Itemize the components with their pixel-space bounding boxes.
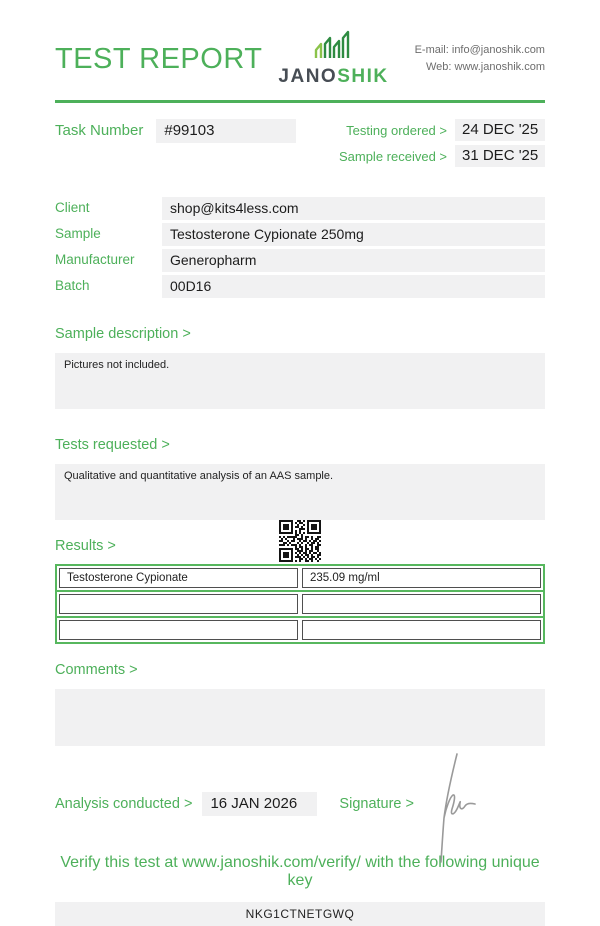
- info-row-client: [55, 197, 545, 220]
- result-value: [302, 620, 541, 640]
- email-value: info@janoshik.com: [451, 43, 545, 56]
- results-section: [55, 538, 545, 644]
- sample-received-row: [335, 145, 545, 167]
- signature-group: [339, 796, 490, 813]
- comments-heading: Comments >: [55, 662, 138, 678]
- info-row-batch: [55, 275, 545, 298]
- testing-ordered-label: Testing ordered >: [346, 122, 447, 138]
- web-label: Web:: [425, 61, 452, 73]
- email-label: E-mail:: [414, 43, 449, 56]
- table-row: [57, 566, 543, 592]
- contact-web-line: [415, 59, 545, 76]
- client-value: shop@kits4less.com: [162, 197, 545, 220]
- sample-description-heading: Sample description >: [55, 326, 191, 342]
- sample-value: Testosterone Cypionate 250mg: [162, 223, 545, 246]
- result-substance: Testosterone Cypionate: [59, 568, 298, 588]
- sample-received-value: 31 DEC '25: [455, 145, 545, 167]
- info-row-sample: [55, 223, 545, 246]
- result-value: 235.09 mg/ml: [302, 568, 541, 588]
- task-block: [55, 119, 545, 167]
- manufacturer-value: Generopharm: [162, 249, 545, 272]
- sample-received-label: Sample received >: [338, 148, 447, 164]
- task-number-row: [55, 119, 296, 167]
- web-value: www.janoshik.com: [454, 61, 545, 73]
- batch-value: 00D16: [162, 275, 545, 298]
- analysis-conducted-label: Analysis conducted >: [55, 796, 193, 812]
- result-substance: [59, 620, 298, 640]
- results-heading: Results >: [55, 538, 116, 554]
- page-title: TEST REPORT: [55, 42, 263, 75]
- batch-label: Batch: [55, 278, 90, 293]
- verify-key: NKG1CTNETGWQ: [55, 902, 545, 926]
- table-row: [57, 618, 543, 642]
- test-report-page: [0, 30, 600, 921]
- header: [55, 30, 545, 88]
- result-substance: [59, 594, 298, 614]
- signature-scribble: [428, 750, 490, 873]
- footer-row: [55, 792, 545, 816]
- info-row-manufacturer: [55, 249, 545, 272]
- contact-block: [415, 42, 545, 76]
- tests-requested-heading: Tests requested >: [55, 437, 170, 453]
- client-label: Client: [55, 200, 90, 215]
- table-row: [57, 592, 543, 618]
- task-number-value: #99103: [156, 119, 296, 143]
- signature-label: Signature >: [339, 796, 414, 812]
- results-table: [55, 564, 545, 644]
- header-divider: [55, 100, 545, 103]
- dates-block: [335, 119, 545, 167]
- logo-wordmark: JANOSHIK: [278, 66, 389, 87]
- sample-description-box: Pictures not included.: [55, 353, 545, 409]
- manufacturer-label: Manufacturer: [55, 252, 135, 267]
- testing-ordered-row: [335, 119, 545, 141]
- verify-text: Verify this test at www.janoshik.com/verify/ with the following unique key: [60, 854, 540, 889]
- contact-email-line: [415, 42, 545, 59]
- testing-ordered-value: 24 DEC '25: [455, 119, 545, 141]
- bar-chart-icon: [308, 30, 360, 65]
- tests-requested-box: Qualitative and quantitative analysis of an AAS sample.: [55, 464, 545, 520]
- comments-box: [55, 689, 545, 746]
- janoshik-logo: [278, 30, 388, 88]
- sample-info-block: [55, 197, 545, 298]
- result-value: [302, 594, 541, 614]
- sample-label: Sample: [55, 226, 101, 241]
- analysis-date-value: 16 JAN 2026: [202, 792, 317, 816]
- qr-code: [279, 520, 321, 562]
- task-number-label: Task Number: [55, 122, 144, 139]
